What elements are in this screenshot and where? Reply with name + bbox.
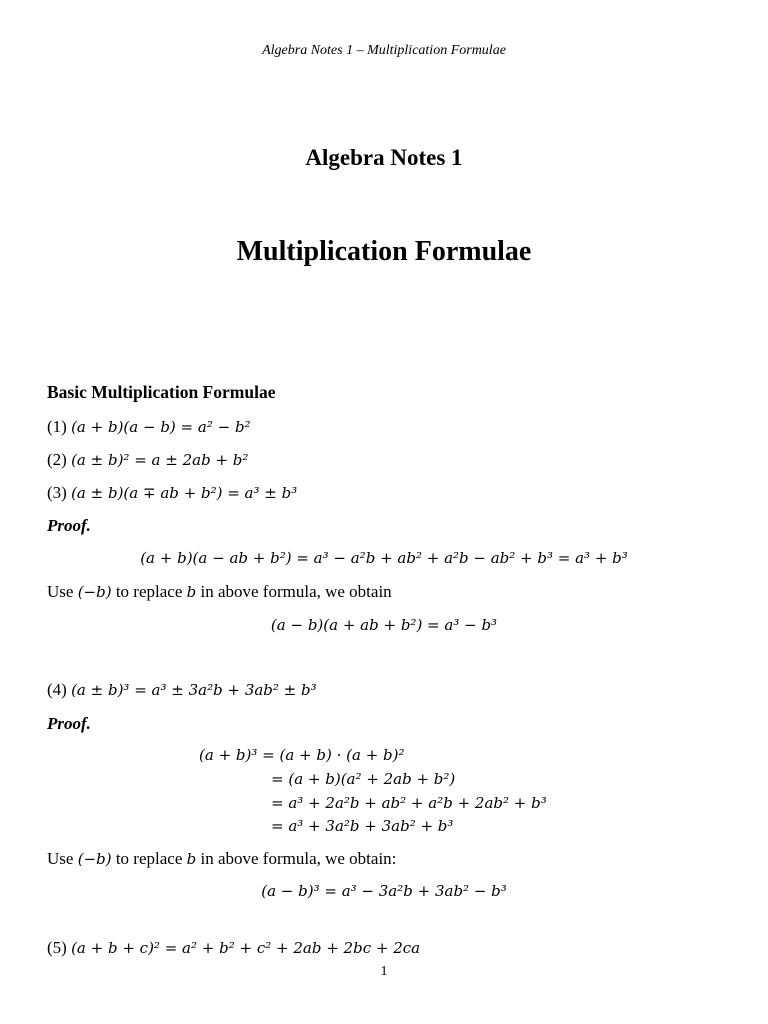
- note-text: Use: [47, 849, 78, 868]
- substitution-note: [47, 582, 392, 602]
- formula-number: (2): [47, 450, 72, 469]
- derivation-line: = a³ + 3a²b + 3ab² + b³: [271, 817, 454, 835]
- formula-math: (a + b + c)² = a² + b² + c² + 2ab + 2bc + 2ca: [71, 939, 421, 957]
- document-title: Algebra Notes 1: [305, 145, 463, 170]
- section-heading: Basic Multiplication Formulae: [47, 382, 276, 402]
- formula-math: (a ± b)³ = a³ ± 3a²b + 3ab² ± b³: [71, 681, 317, 699]
- derivation-line: (a + b)³ = (a + b) · (a + b)²: [199, 746, 405, 764]
- formula-number: (3): [47, 483, 72, 502]
- formula-number: (1): [47, 417, 72, 436]
- formula-1: [47, 417, 251, 437]
- derivation-line: = (a + b)(a² + 2ab + b²): [271, 770, 456, 788]
- formula-4: [47, 680, 317, 700]
- note-text: Use: [47, 582, 78, 601]
- formula-number: (5): [47, 938, 72, 957]
- formula-math: (a + b)(a − b) = a² − b²: [71, 418, 251, 436]
- derivation-line: = a³ + 2a²b + ab² + a²b + 2ab² + b³: [271, 794, 547, 812]
- proof-result: (a − b)(a + ab + b²) = a³ − b³: [270, 616, 498, 634]
- page-number: 1: [380, 964, 388, 979]
- proof-result: (a − b)³ = a³ − 3a²b + 3ab² − b³: [261, 882, 507, 900]
- note-text: to replace: [111, 849, 187, 868]
- proof-label: Proof.: [47, 714, 91, 733]
- formula-number: (4): [47, 680, 72, 699]
- formula-3: [47, 483, 297, 503]
- formula-2: [47, 450, 248, 470]
- proof-equation: (a + b)(a − ab + b²) = a³ − a²b + ab² + a²b − ab² + b³ = a³ + b³: [140, 549, 628, 567]
- document-subtitle: Multiplication Formulae: [236, 236, 532, 267]
- note-math: (−b): [77, 583, 112, 601]
- note-text: in above formula, we obtain:: [196, 849, 397, 868]
- substitution-note: [47, 849, 396, 869]
- note-math: b: [186, 850, 197, 868]
- note-text: in above formula, we obtain: [196, 582, 392, 601]
- note-math: b: [186, 583, 197, 601]
- proof-label: Proof.: [47, 516, 91, 535]
- formula-5: [47, 938, 420, 958]
- note-math: (−b): [77, 850, 112, 868]
- running-header: Algebra Notes 1 – Multiplication Formulae: [262, 43, 506, 58]
- formula-math: (a ± b)(a ∓ ab + b²) = a³ ± b³: [71, 484, 298, 502]
- note-text: to replace: [111, 582, 187, 601]
- formula-math: (a ± b)² = a ± 2ab + b²: [71, 451, 249, 469]
